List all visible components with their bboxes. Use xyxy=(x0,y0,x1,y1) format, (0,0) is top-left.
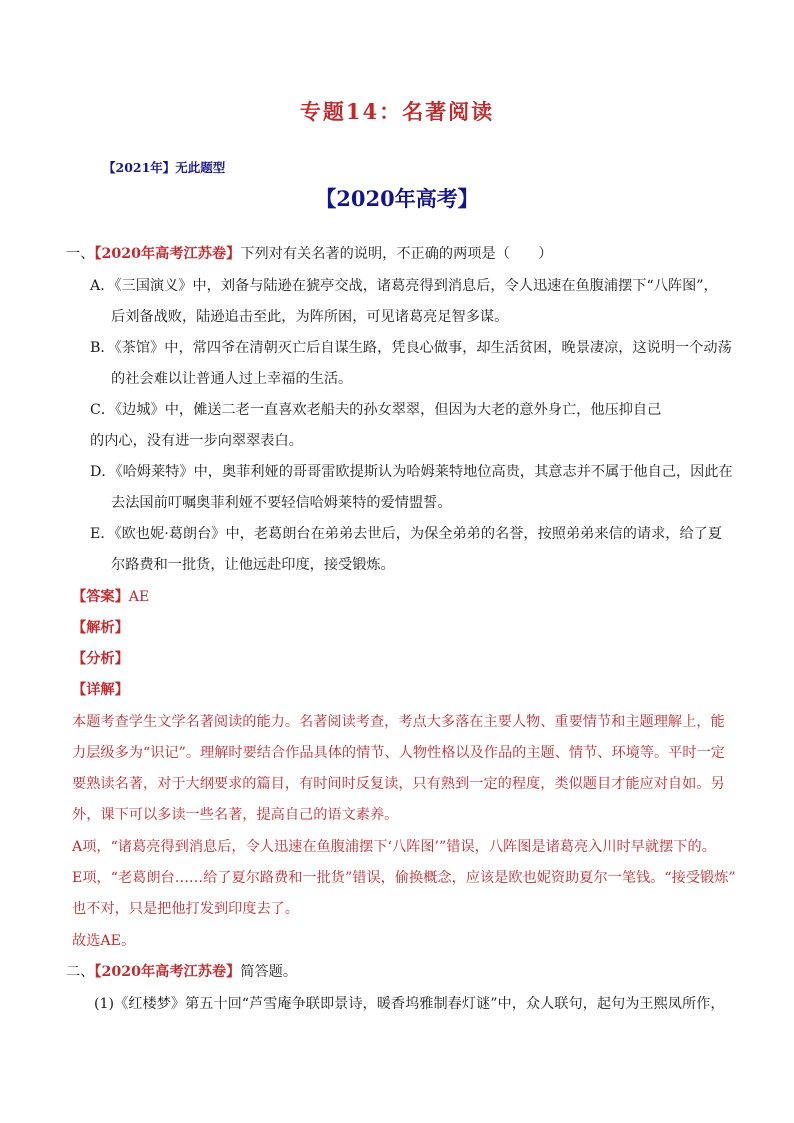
explanation-item-e-cont: 也不对，只是把他打发到印度去了。 xyxy=(72,901,300,917)
q1-option-a-line1: A．《三国演义》中，刘备与陆逊在猇亭交战，诸葛亮得到消息后，令人迅速在鱼腹浦摆下“八阵图”， xyxy=(90,278,718,294)
analysis-line xyxy=(72,618,129,638)
q1-option-e-line1: E．《欧也妮·葛朗台》中，老葛朗台在弟弟去世后，为保全弟弟的名誉，按照弟弟来信的请求，给了夏 xyxy=(90,526,723,542)
item-a-label: A项， xyxy=(72,839,111,855)
q1-stem: 下列对有关名著的说明，不正确的两项是（ ） xyxy=(240,246,553,262)
q2-number: 二、 xyxy=(66,964,95,980)
item-e-quote2: “接受锻炼” xyxy=(664,870,736,886)
explanation-line3: 要熟读名著，对于大纲要求的篇目，有时间时反复读，只有熟到一定的程度，类似题目才能应对自如。另 xyxy=(72,776,725,792)
q1-option-d-line2: 去法国前叮嘱奥菲利娅不要轻信哈姆莱特的爱情盟誓。 xyxy=(111,495,452,511)
explanation-line2 xyxy=(72,743,725,763)
detail-tag: 【详解】 xyxy=(72,682,129,698)
section-title: 【2020年高考】 xyxy=(315,186,479,211)
q1-option-c-line2: 的内心，没有进一步向翠翠表白。 xyxy=(90,433,303,449)
explanation-item-e xyxy=(72,868,736,888)
explanation-line1: 本题考查学生文学名著阅读的能力。名著阅读考查，考点大多落在主要人物、重要情节和主题理解上，能 xyxy=(72,714,725,730)
fenxi-line xyxy=(72,649,129,669)
explanation-line2-quote: “识记” xyxy=(142,745,186,761)
answer-tag: 【答案】 xyxy=(72,589,129,605)
year-note: 【2021年】无此题型 xyxy=(103,160,226,175)
q2-sub1-a: (1)《红楼梦》第五十回 xyxy=(94,996,242,1012)
page-title: 专题14：名著阅读 xyxy=(299,99,495,124)
item-e-quote: “老葛朗台……给了夏尔路费和一批货” xyxy=(110,870,353,886)
q1-number: 一、 xyxy=(66,246,95,262)
q2-sub1-c: 中，众人联句，起句为王熙凤所作， xyxy=(497,996,725,1012)
q2-sub1-quote: “芦雪庵争联即景诗，暖香坞雅制春灯谜” xyxy=(241,996,498,1012)
item-a-quote: “诸葛亮得到消息后，令人迅速在鱼腹浦摆下‘八阵图’” xyxy=(110,839,447,855)
q1-option-c-line1: C．《边城》中，傩送二老一直喜欢老船夫的孙女翠翠，但因为大老的意外身亡，他压抑自己 xyxy=(90,402,662,418)
q2-sub1-line xyxy=(94,994,725,1014)
q2-stem: 简答题。 xyxy=(240,964,298,980)
item-e-reason: 错误，偷换概念，应该是欧也妮资助夏尔一笔钱。 xyxy=(352,870,665,886)
conclusion: 故选AE。 xyxy=(72,933,136,949)
answer-line xyxy=(72,587,149,607)
q2-stem-line xyxy=(66,962,297,982)
explanation-line2-a: 力层级多为 xyxy=(72,745,143,761)
q1-option-b-line2: 的社会难以让普通人过上幸福的生活。 xyxy=(111,371,353,387)
q1-stem-line xyxy=(66,244,552,264)
q1-option-a-line2: 后刘备战败，陆逊追击至此，为阵所困，可见诸葛亮足智多谋。 xyxy=(111,309,509,325)
q1-option-b-line1: B．《茶馆》中，常四爷在清朝灭亡后自谋生路，凭良心做事，却生活贫困，晚景凄凉，这说明一个动荡 xyxy=(90,340,732,356)
q1-option-e-line2: 尔路费和一批货，让他远赴印度，接受锻炼。 xyxy=(111,557,395,573)
q2-source: 【2020年高考江苏卷】 xyxy=(94,964,241,980)
explanation-line2-c: 。理解时要结合作品具体的情节、人物性格以及作品的主题、情节、环境等。平时一定 xyxy=(185,745,725,761)
q1-source: 【2020年高考江苏卷】 xyxy=(94,246,241,262)
q1-option-d-line1: D．《哈姆莱特》中，奥菲利娅的哥哥雷欧提斯认为哈姆莱特地位高贵，其意志并不属于他自己，因此在 xyxy=(90,464,733,480)
analysis-tag: 【解析】 xyxy=(72,620,129,636)
explanation-line4: 外，课下可以多读一些名著，提高自己的语文素养。 xyxy=(72,807,399,823)
fenxi-tag: 【分析】 xyxy=(72,651,129,667)
answer-value: AE xyxy=(128,589,150,605)
explanation-item-a xyxy=(72,837,716,857)
detail-line xyxy=(72,680,129,700)
item-e-label: E项， xyxy=(72,870,111,886)
item-a-reason: 错误，八阵图是诸葛亮入川时早就摆下的。 xyxy=(446,839,716,855)
